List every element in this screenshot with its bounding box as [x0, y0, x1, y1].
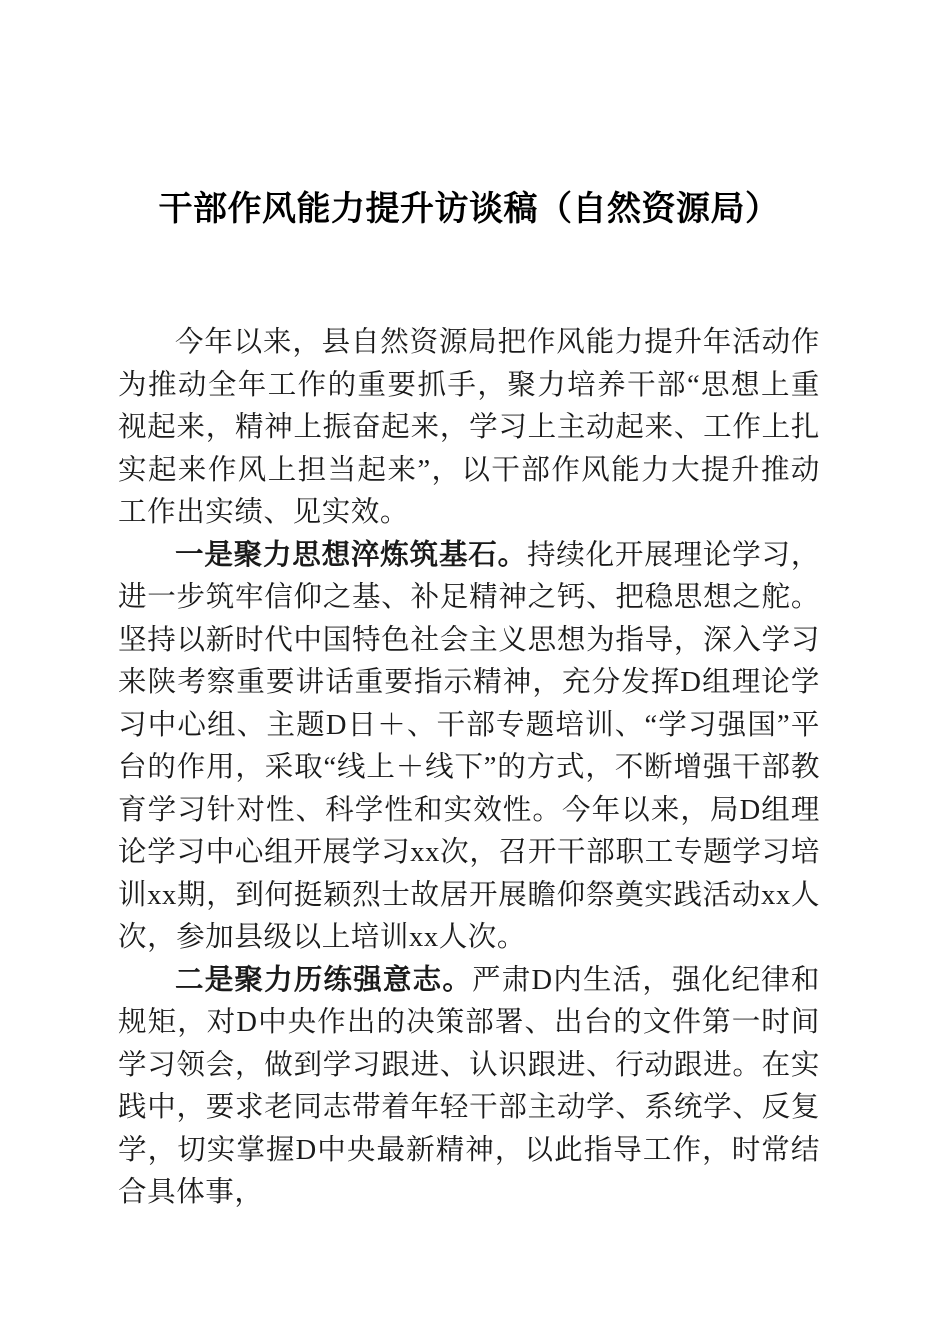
paragraph-section-one — [118, 535, 820, 960]
paragraph-section-two — [118, 960, 820, 1215]
page-title: 干部作风能力提升访谈稿（自然资源局） — [158, 191, 780, 228]
document-body — [118, 322, 820, 1215]
paragraph-text-intro: 今年以来，县自然资源局把作风能力提升年活动作为推动全年工作的重要抓手，聚力培养干部“思想上重视起来，精神上振奋起来，学习上主动起来、工作上扎实起来作风上担当起来”，以干部作风能力大提升推动工作出实绩、见实效。 — [118, 327, 820, 528]
paragraph-lead-section-two: 二是聚力历练强意志。 — [175, 964, 473, 996]
paragraph-text-section-two: 严肃D内生活，强化纪律和规矩，对D中央作出的决策部署、出台的文件第一时间学习领会，做到学习跟进、认识跟进、行动跟进。在实践中，要求老同志带着年轻干部主动学、系统学、反复学，切实掌握D中央最新精神，以此指导工作，时常结合具体事， — [118, 964, 820, 1208]
paragraph-text-section-one: 持续化开展理论学习，进一步筑牢信仰之基、补足精神之钙、把稳思想之舵。坚持以新时代中国特色社会主义思想为指导，深入学习来陕考察重要讲话重要指示精神，充分发挥D组理论学习中心组、主题D日＋、干部专题培训、“学习强国”平台的作用，采取“线上＋线下”的方式，不断增强干部教育学习针对性、科学性和实效性。今年以来，局D组理论学习中心组开展学习xx次，召开干部职工专题学习培训xx期，到何挺颖烈士故居开展瞻仰祭奠实践活动xx人次，参加县级以上培训xx人次。 — [118, 539, 820, 953]
paragraph-lead-section-one: 一是聚力思想淬炼筑基石。 — [175, 539, 527, 571]
paragraph-intro — [118, 322, 820, 535]
